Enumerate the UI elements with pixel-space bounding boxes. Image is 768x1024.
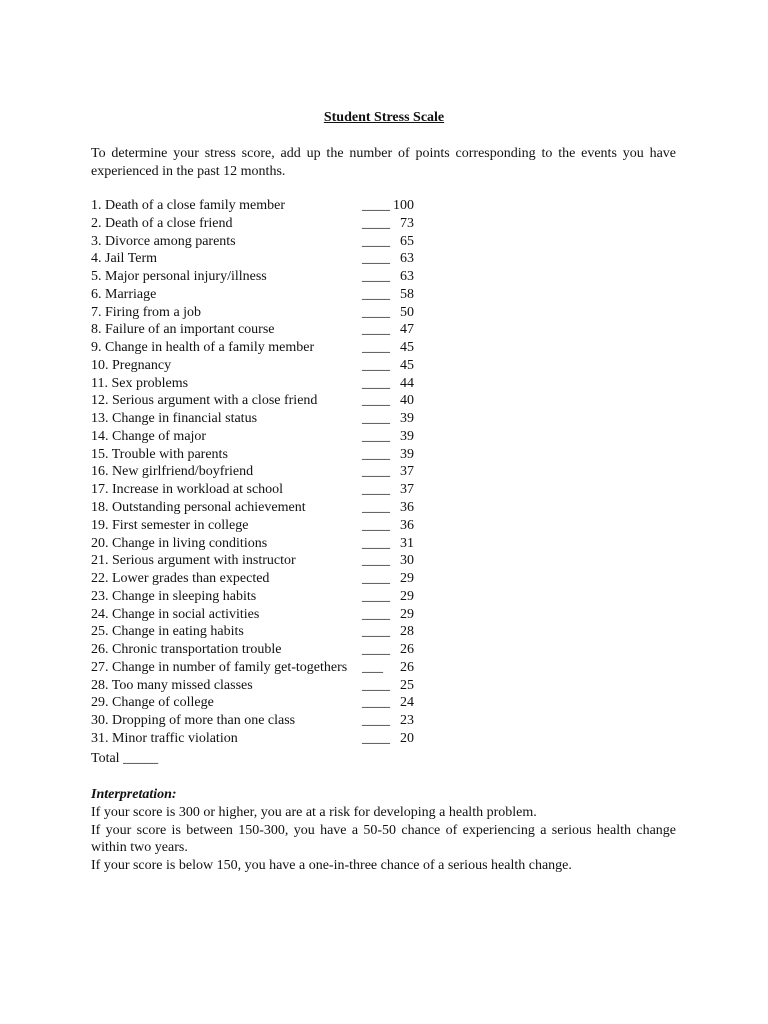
event-points: 24 <box>400 695 414 711</box>
event-answer-blank: ____ <box>362 286 390 302</box>
event-points: 63 <box>400 251 414 267</box>
event-points: 45 <box>400 357 414 373</box>
event-row <box>91 463 421 481</box>
event-row <box>91 481 421 499</box>
event-answer-blank: ____ <box>362 375 390 391</box>
event-points: 47 <box>400 322 414 338</box>
event-row <box>91 730 421 748</box>
event-label: 21. Serious argument with instructor <box>91 553 296 569</box>
event-label: 4. Jail Term <box>91 251 158 267</box>
event-points: 29 <box>400 588 414 604</box>
event-row <box>91 677 421 695</box>
event-label: 22. Lower grades than expected <box>91 571 270 587</box>
event-answer-blank: ____ <box>362 482 390 498</box>
interpretation-line: If your score is 300 or higher, you are at a risk for developing a health problem. <box>91 805 537 820</box>
event-points: 20 <box>400 730 414 746</box>
event-answer-blank: ____ <box>362 730 390 746</box>
event-points: 73 <box>400 215 414 231</box>
event-answer-blank: ____ <box>362 269 390 285</box>
event-points: 28 <box>400 624 414 640</box>
event-label: 23. Change in sleeping habits <box>91 588 257 604</box>
event-label: 8. Failure of an important course <box>91 322 275 338</box>
event-answer-blank: ____ <box>362 517 390 533</box>
intro-paragraph: To determine your stress score, add up the number of points corresponding to the events you have experienced in the past 12 months. <box>91 146 676 179</box>
event-row <box>91 268 421 286</box>
event-row <box>91 712 421 730</box>
event-label: 28. Too many missed classes <box>91 677 253 693</box>
document-title: Student Stress Scale <box>323 110 445 125</box>
interpretation-line: If your score is between 150-300, you have a 50-50 chance of experiencing a serious health change within two years. <box>91 822 676 856</box>
stress-events-list <box>91 197 421 748</box>
event-row <box>91 446 421 464</box>
event-points: 63 <box>400 269 414 285</box>
event-row <box>91 623 421 641</box>
event-label: 3. Divorce among parents <box>91 233 236 249</box>
event-answer-blank: ____ <box>362 571 390 587</box>
event-row <box>91 375 421 393</box>
event-answer-blank: ____ <box>362 304 390 320</box>
event-label: 1. Death of a close family member <box>91 198 285 213</box>
event-label: 20. Change in living conditions <box>91 535 268 551</box>
event-label: 11. Sex problems <box>91 375 189 391</box>
event-answer-blank: ____ <box>362 357 390 373</box>
interpretation-list <box>91 804 676 875</box>
event-answer-blank: ____ <box>362 606 390 622</box>
event-points: 45 <box>400 340 414 356</box>
event-label: 17. Increase in workload at school <box>91 482 284 498</box>
event-label: 19. First semester in college <box>91 517 249 533</box>
event-label: 12. Serious argument with a close friend <box>91 393 318 409</box>
event-answer-blank: ____ <box>362 411 390 427</box>
event-row <box>91 428 421 446</box>
event-label: 27. Change in number of family get-togethers <box>91 659 348 675</box>
event-row <box>91 286 421 304</box>
event-row <box>91 641 421 659</box>
event-points: 29 <box>400 571 414 587</box>
event-answer-blank: ____ <box>362 251 390 267</box>
event-answer-blank: ____ <box>362 695 390 711</box>
event-row <box>91 250 421 268</box>
event-answer-blank: ____ <box>362 642 390 658</box>
event-label: 15. Trouble with parents <box>91 446 228 462</box>
interpretation-line: If your score is below 150, you have a one-in-three chance of a serious health change. <box>91 858 572 874</box>
event-points: 25 <box>400 677 414 693</box>
event-label: 7. Firing from a job <box>91 304 202 320</box>
event-row <box>91 321 421 339</box>
event-points: 26 <box>400 642 414 658</box>
event-label: 25. Change in eating habits <box>91 624 244 640</box>
event-answer-blank: ____ <box>362 233 390 249</box>
event-label: 24. Change in social activities <box>91 606 260 622</box>
event-points: 36 <box>400 517 414 533</box>
total-line: Total _____ <box>91 751 159 766</box>
event-answer-blank: ____ <box>362 393 390 409</box>
event-points: 23 <box>400 713 414 729</box>
event-row <box>91 694 421 712</box>
event-points: 30 <box>400 553 414 569</box>
event-points: 39 <box>400 446 414 462</box>
event-points: 26 <box>400 659 414 675</box>
event-answer-blank: ____ <box>362 446 390 462</box>
event-answer-blank: ____ <box>362 322 390 338</box>
event-points: 36 <box>400 500 414 516</box>
event-row <box>91 659 421 677</box>
event-answer-blank: ____ <box>362 215 390 231</box>
event-label: 29. Change of college <box>91 695 214 711</box>
event-points: 65 <box>400 233 414 249</box>
event-answer-blank: ____ <box>362 535 390 551</box>
event-points: 100 <box>393 198 414 213</box>
event-row <box>91 410 421 428</box>
event-row <box>91 357 421 375</box>
event-answer-blank: ____ <box>362 713 390 729</box>
event-points: 29 <box>400 606 414 622</box>
event-row <box>91 517 421 535</box>
event-label: 31. Minor traffic violation <box>91 730 238 746</box>
event-label: 9. Change in health of a family member <box>91 340 315 356</box>
event-points: 31 <box>400 535 414 551</box>
event-points: 39 <box>400 428 414 444</box>
event-label: 14. Change of major <box>91 428 207 444</box>
event-row <box>91 499 421 517</box>
event-label: 26. Chronic transportation trouble <box>91 642 282 658</box>
event-points: 37 <box>400 464 414 480</box>
event-points: 40 <box>400 393 414 409</box>
event-points: 39 <box>400 411 414 427</box>
event-row <box>91 552 421 570</box>
event-answer-blank: ____ <box>362 340 390 356</box>
event-row <box>91 197 421 215</box>
event-answer-blank: ____ <box>362 198 390 213</box>
event-label: 16. New girlfriend/boyfriend <box>91 464 254 480</box>
event-row <box>91 304 421 322</box>
event-label: 10. Pregnancy <box>91 357 172 373</box>
event-label: 2. Death of a close friend <box>91 215 233 231</box>
event-label: 30. Dropping of more than one class <box>91 713 296 729</box>
event-row <box>91 233 421 251</box>
event-label: 18. Outstanding personal achievement <box>91 500 306 516</box>
event-answer-blank: ____ <box>362 464 390 480</box>
event-answer-blank: ____ <box>362 624 390 640</box>
event-points: 44 <box>400 375 414 391</box>
event-label: 5. Major personal injury/illness <box>91 269 267 285</box>
event-answer-blank: ____ <box>362 677 390 693</box>
event-row <box>91 339 421 357</box>
event-points: 37 <box>400 482 414 498</box>
event-points: 50 <box>400 304 414 320</box>
event-answer-blank: ___ <box>362 659 383 675</box>
event-row <box>91 606 421 624</box>
interpretation-heading: Interpretation: <box>91 787 177 802</box>
event-answer-blank: ____ <box>362 428 390 444</box>
event-row <box>91 215 421 233</box>
event-label: 6. Marriage <box>91 286 157 302</box>
event-points: 58 <box>400 286 414 302</box>
event-row <box>91 392 421 410</box>
event-row <box>91 570 421 588</box>
event-answer-blank: ____ <box>362 500 390 516</box>
event-answer-blank: ____ <box>362 588 390 604</box>
event-row <box>91 588 421 606</box>
event-answer-blank: ____ <box>362 553 390 569</box>
event-row <box>91 535 421 553</box>
event-label: 13. Change in financial status <box>91 411 258 427</box>
